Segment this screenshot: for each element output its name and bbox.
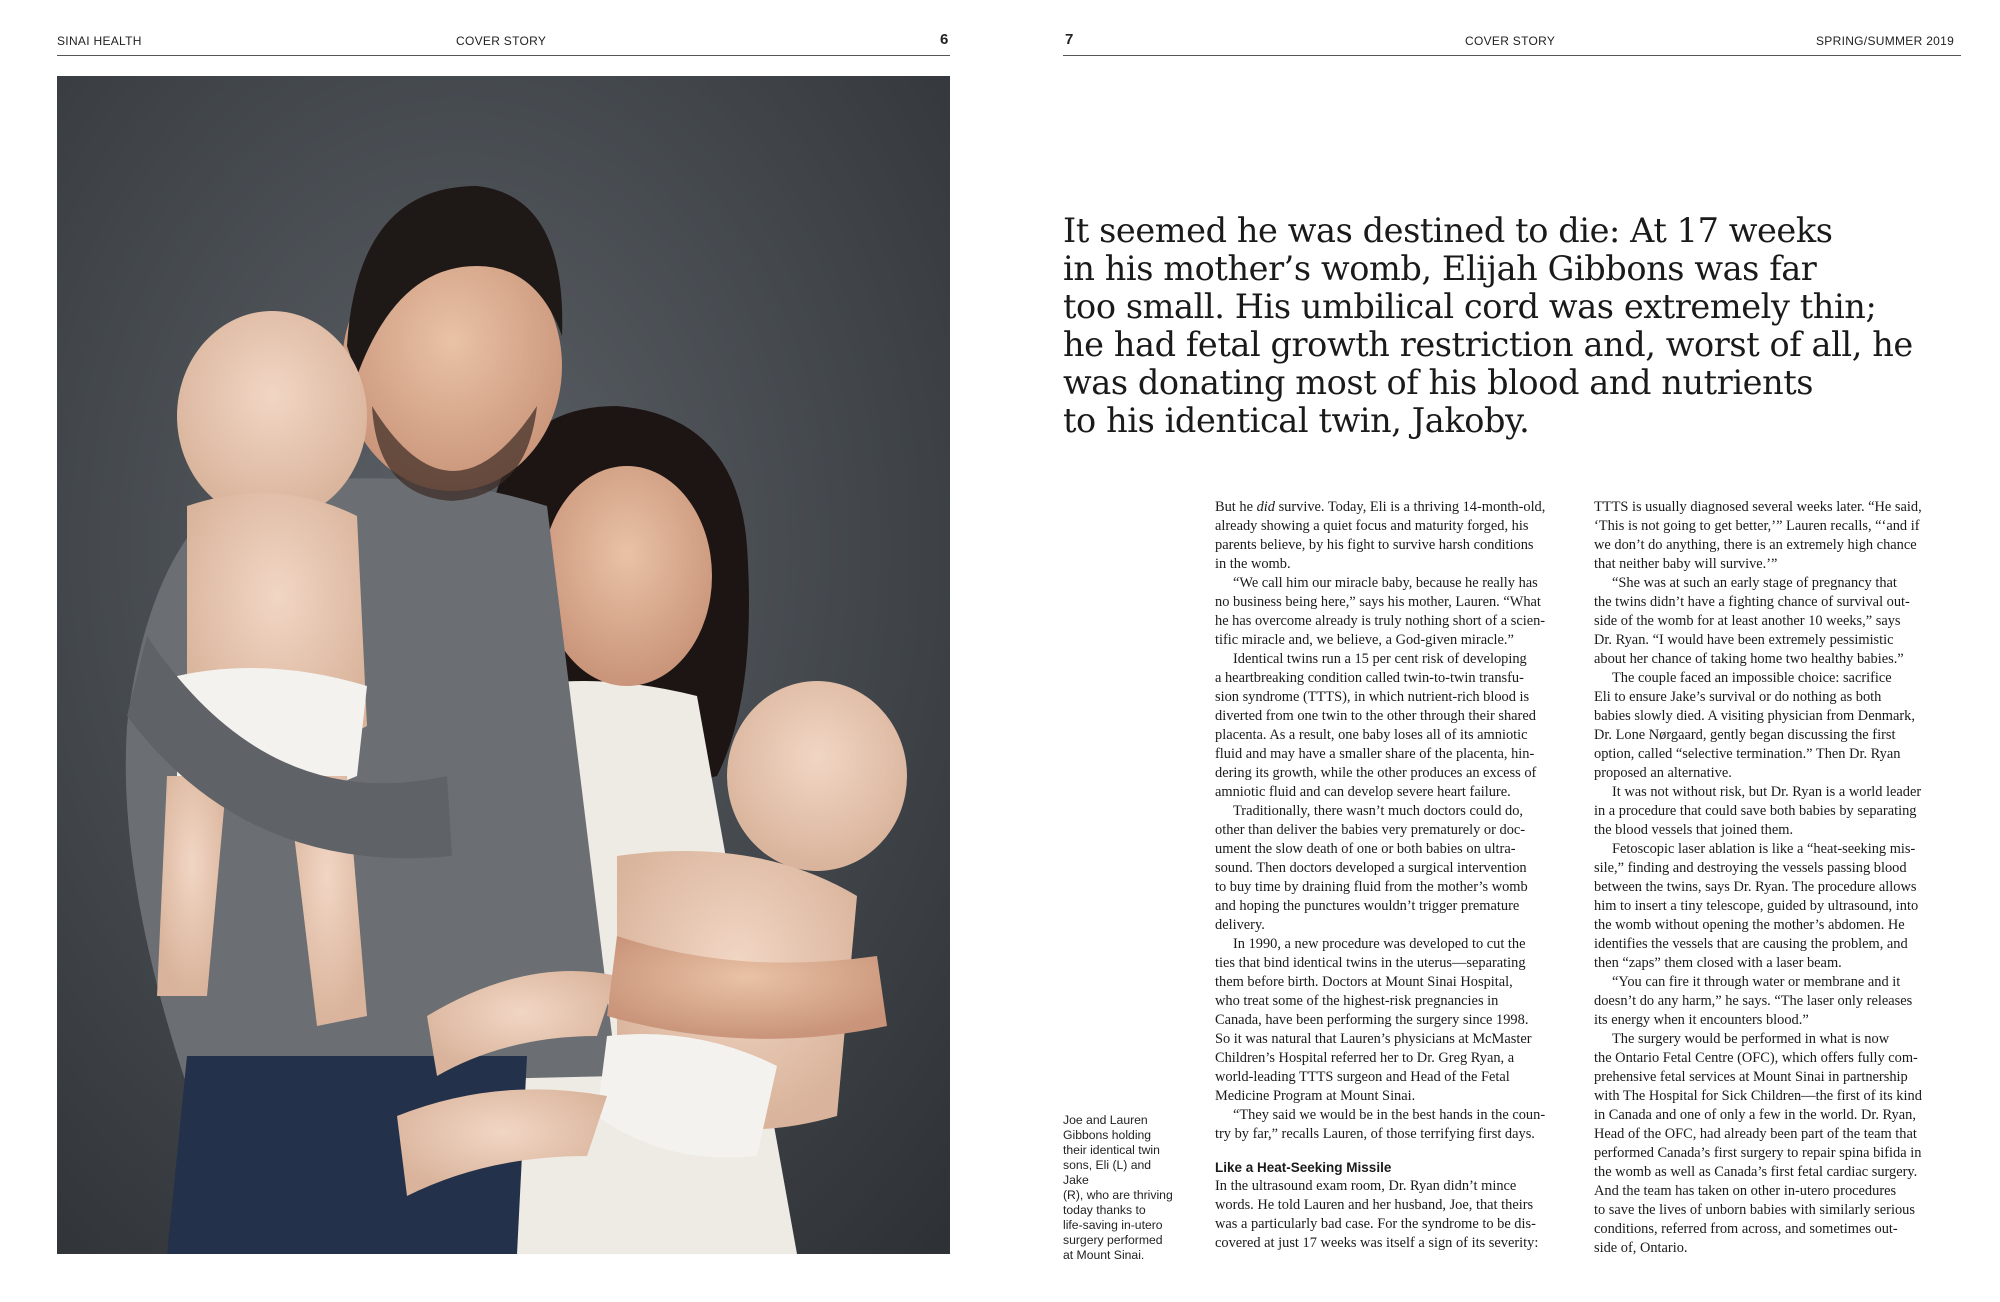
paragraph: “She was at such an early stage of pregnancy that the twins didn’t have a fighting chance of survival out- side of the womb for at least another 10 weeks,” says Dr. Ryan. “I would have been extremely pessimistic about her chance of taking home two healthy babies.” — [1594, 575, 1910, 667]
paragraph: In the ultrasound exam room, Dr. Ryan didn’t mince words. He told Lauren and her husband, Joe, that theirs was a particularly bad case. For the syndrome to be dis- covered at just 17 weeks was itself a sign of its severity: — [1215, 1178, 1539, 1251]
subheading: Like a Heat-Seeking Missile — [1215, 1160, 1392, 1175]
paragraph: The surgery would be performed in what is now the Ontario Fetal Centre (OFC), which offers fully com- prehensive fetal services at Mount Sinai in partnership with The Hospital for Sick Children—the first of its kind in Canada and one of only a few in the world. Dr. Ryan, Head of the OFC, had already been part of the team that performed Canada’s first surgery to repair spina bifida in the womb as well as Canada’s first fetal cardiac surgery. And the team has taken on other in-utero procedures to save the lives of unborn babies with similarly serious conditions, referred from across, and sometimes out- side of, Ontario. — [1594, 1031, 1922, 1256]
issue-date: SPRING/SUMMER 2019 — [1816, 34, 1955, 48]
paragraph: Traditionally, there wasn’t much doctors could do, other than deliver the babies very prematurely or doc- ument the slow death of one or both babies on ultra- sound. Then doctors developed a surgical intervention to buy time by draining fluid from the mother’s womb and hoping the punctures wouldn’t trigger premature delivery. — [1215, 803, 1528, 933]
paragraph: Identical twins run a 15 per cent risk of developing a heartbreaking condition called twin-to-twin transfu- sion syndrome (TTTS), in which nutrient-rich blood is diverted from one twin to the other through their shared placenta. As a result, one baby loses all of its amniotic fluid and may have a smaller share of the placenta, hin- dering its growth, while the other produces an excess of amniotic fluid and can develop severe heart failure. — [1215, 651, 1537, 800]
paragraph: “You can fire it through water or membrane and it doesn’t do any harm,” he says. “The laser only releases its energy when it encounters blood.” — [1594, 974, 1913, 1028]
header-rule-right — [1063, 55, 1961, 56]
body-column-1 — [1215, 498, 1589, 1253]
paragraph: In 1990, a new procedure was developed to cut the ties that bind identical twins in the uterus—separating them before birth. Doctors at Mount Sinai Hospital, who treat some of the highest-risk pregnancies in Canada, have been performing the surgery since 1998. So it was natural that Lauren’s physicians at McMaster Children’s Hospital referred her to Dr. Greg Ryan, a world-leading TTTS surgeon and Head of the Fetal Medicine Program at Mount Sinai. — [1215, 936, 1532, 1104]
paragraph: Fetoscopic laser ablation is like a “heat-seeking mis- sile,” finding and destroying the vessels passing blood between the twins, says Dr. Ryan. The procedure allows him to insert a tiny telescope, guided by ultrasound, into the womb without opening the mother’s abdomen. He identifies the vessels that are causing the problem, and then “zaps” them closed with a laser beam. — [1594, 841, 1919, 971]
magazine-name: SINAI HEALTH — [57, 34, 142, 48]
page-number-left: 6 — [940, 31, 949, 48]
photo-caption: Joe and Lauren Gibbons holding their identical twin sons, Eli (L) and Jake (R), who are thriving today thanks to life-saving in-utero surgery performed at Mount Sinai. — [1063, 1113, 1173, 1262]
paragraph: “We call him our miracle baby, because he really has no business being here,” says his mother, Lauren. “What he has overcome already is truly nothing short of a scien- tific miracle and, we believe, a God-given miracle.” — [1215, 575, 1546, 648]
paragraph: It was not without risk, but Dr. Ryan is a world leader in a procedure that could save both babies by separating the blood vessels that joined them. — [1594, 784, 1922, 838]
paragraph: “They said we would be in the best hands in the coun- try by far,” recalls Lauren, of those terrifying first days. — [1215, 1107, 1546, 1142]
paragraph: TTTS is usually diagnosed several weeks later. “He said, ‘This is not going to get better,’” Lauren recalls, “‘and if we don’t do anything, there is an extremely high chance that neither baby will survive.’” — [1594, 499, 1922, 572]
paragraph: But he did survive. Today, Eli is a thriving 14-month-old, already showing a quiet focus and maturity forged, his parents believe, by his fight to survive harsh conditions in the womb. — [1215, 499, 1546, 572]
header-rule-left — [57, 55, 950, 56]
paragraph: The couple faced an impossible choice: sacrifice Eli to ensure Jake’s survival or do nothing as both babies slowly died. A visiting physician from Denmark, Dr. Lone Nørgaard, gently began discussing the first option, called “selective termination.” Then Dr. Ryan proposed an alternative. — [1594, 670, 1915, 781]
pull-quote: It seemed he was destined to die: At 17 weeks in his mother’s womb, Elijah Gibbons was far too small. His umbilical cord was extremely thin; he had fetal growth restriction and, worst of all, he was donating most of his blood and nutrients to his identical twin, Jakoby. — [1063, 211, 1913, 440]
section-label-right: COVER STORY — [1465, 34, 1556, 48]
section-label-left: COVER STORY — [456, 34, 547, 48]
family-photo — [57, 76, 950, 1254]
body-column-2 — [1594, 498, 1968, 1258]
page-number-right: 7 — [1065, 31, 1074, 48]
